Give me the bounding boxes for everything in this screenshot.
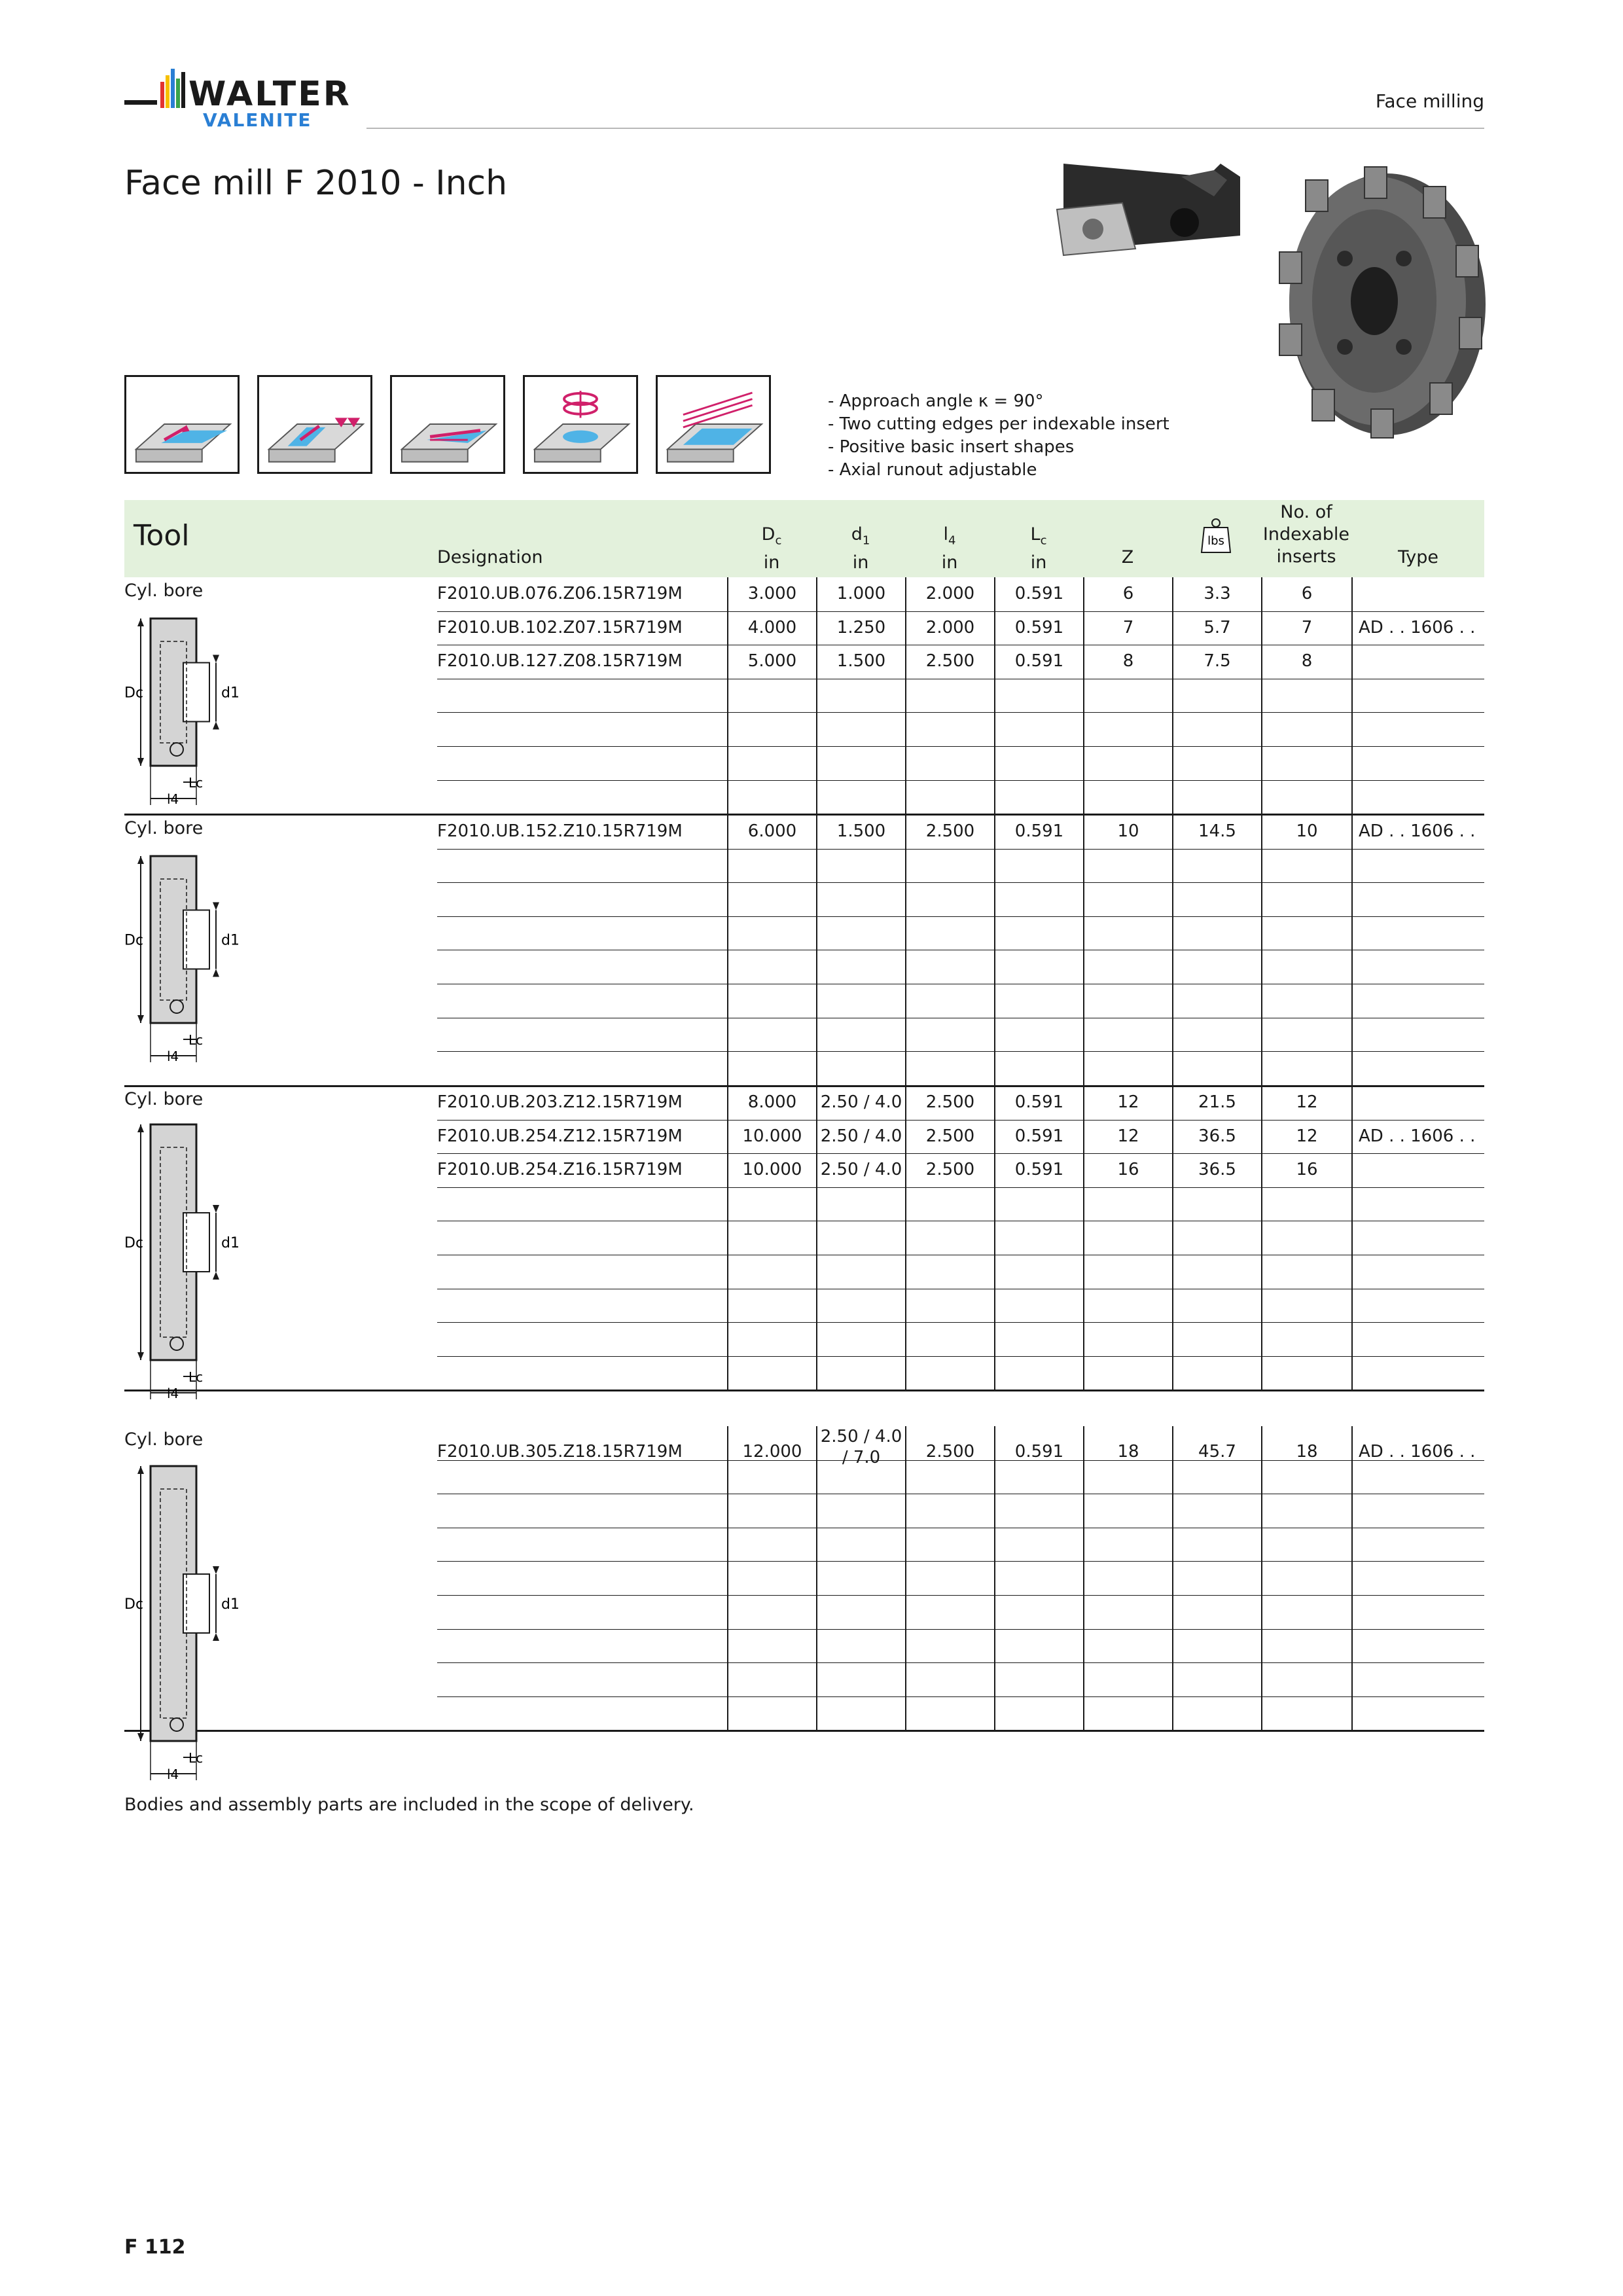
cell-inserts: 7 (1301, 617, 1313, 637)
drawing-label-lc: Lc (188, 1369, 204, 1385)
header-lc: $L_c$ in (1030, 524, 1047, 573)
cell-z: 16 (1117, 1160, 1139, 1180)
drawing-label-d1: d1 (221, 932, 240, 949)
cell-l4: 2.500 (925, 1442, 975, 1462)
cell-z: 12 (1117, 1092, 1139, 1112)
row-divider (437, 1187, 1484, 1188)
drawing-label-d1: d1 (221, 1596, 240, 1613)
column-divider (1351, 1426, 1353, 1730)
cell-weight: 14.5 (1198, 821, 1236, 841)
group-divider (124, 1730, 1484, 1732)
group-label: Cyl. bore (124, 1089, 204, 1109)
cell-dc: 3.000 (747, 584, 797, 603)
feature-item: - Positive basic insert shapes (828, 437, 1075, 457)
header-inserts: No. of Indexable inserts (1262, 502, 1350, 567)
cell-dc: 10.000 (742, 1160, 802, 1180)
cell-l4: 2.500 (925, 1092, 975, 1112)
cell-lc: 0.591 (1014, 1442, 1064, 1462)
column-divider (1083, 1426, 1084, 1730)
svg-text:lbs: lbs (1207, 534, 1224, 548)
circular-interpolation-icon (523, 375, 638, 474)
header-type: Type (1397, 547, 1438, 567)
cell-l4: 2.000 (925, 617, 975, 637)
table-row-designation: F2010.UB.203.Z12.15R719M (437, 1092, 683, 1112)
column-divider (905, 1426, 906, 1730)
header-z: Z (1121, 547, 1134, 567)
drawing-label-d1: d1 (221, 685, 240, 702)
face-mill-cutter-image (1266, 160, 1489, 442)
drawing-label-dc: Dc (124, 1596, 144, 1613)
header-divider (366, 128, 1484, 129)
header-tool: Tool (134, 519, 190, 552)
header-l4: $l_4$ in (941, 524, 958, 573)
row-divider (437, 1595, 1484, 1596)
cell-d1: 1.500 (836, 821, 886, 841)
brand-line2: VALENITE (203, 109, 312, 131)
header-d1: $d_1$ in (851, 524, 870, 573)
shoulder-milling-icon (124, 375, 240, 474)
cell-l4: 2.500 (925, 1160, 975, 1180)
table-row-designation: F2010.UB.254.Z16.15R719M (437, 1160, 683, 1180)
row-divider (437, 1051, 1484, 1052)
slot-milling-icon (257, 375, 372, 474)
drawing-label-l4: l4 (167, 1767, 179, 1782)
cell-d1: 2.50 / 4.0 (820, 1092, 902, 1112)
cell-d1: 2.50 / 4.0 (820, 1160, 902, 1180)
feature-item: - Two cutting edges per indexable insert (828, 414, 1169, 434)
cell-type: AD . . 1606 . . (1359, 1126, 1476, 1146)
column-divider (1261, 1426, 1262, 1730)
cell-lc: 0.591 (1014, 1092, 1064, 1112)
cell-lc: 0.591 (1014, 1160, 1064, 1180)
walter-valenite-logo (124, 62, 406, 134)
cell-type: AD . . 1606 . . (1359, 1442, 1476, 1462)
cell-inserts: 10 (1296, 821, 1318, 841)
header-designation: Designation (437, 547, 543, 567)
cell-lc: 0.591 (1014, 651, 1064, 672)
feature-item: - Axial runout adjustable (828, 460, 1037, 480)
group-label: Cyl. bore (124, 1429, 204, 1450)
cell-d1: 1.250 (836, 617, 886, 637)
cell-lc: 0.591 (1014, 617, 1064, 637)
cell-d1: 2.50 / 4.0 (820, 1126, 902, 1146)
cell-type: AD . . 1606 . . (1359, 821, 1476, 841)
cell-inserts: 8 (1301, 651, 1313, 672)
row-divider (437, 712, 1484, 713)
table-row-designation: F2010.UB.076.Z06.15R719M (437, 584, 683, 603)
drawing-label-l4: l4 (167, 1049, 179, 1064)
row-divider (437, 882, 1484, 883)
page-title: Face mill F 2010 - Inch (124, 164, 508, 203)
row-divider (437, 1322, 1484, 1323)
cell-weight: 7.5 (1204, 651, 1231, 672)
cell-z: 10 (1117, 821, 1139, 841)
row-divider (437, 1561, 1484, 1562)
drawing-label-lc: Lc (188, 1750, 204, 1766)
row-divider (437, 746, 1484, 747)
page-number: F 112 (124, 2236, 186, 2259)
cell-dc: 6.000 (747, 821, 797, 841)
feature-item: - Approach angle κ = 90° (828, 391, 1044, 411)
drawing-label-d1: d1 (221, 1235, 240, 1251)
cell-d1: 1.500 (836, 651, 886, 672)
row-divider (437, 1662, 1484, 1663)
cell-inserts: 12 (1296, 1126, 1318, 1146)
cell-l4: 2.000 (925, 584, 975, 603)
cell-z: 8 (1122, 651, 1134, 672)
footnote: Bodies and assembly parts are included in the scope of delivery. (124, 1795, 694, 1815)
ramping-icon (390, 375, 505, 474)
cell-weight: 36.5 (1198, 1160, 1236, 1180)
cell-d1: 1.000 (836, 584, 886, 603)
cell-z: 7 (1122, 617, 1134, 637)
weight-icon (1199, 517, 1233, 554)
table-row-designation: F2010.UB.102.Z07.15R719M (437, 617, 683, 637)
group-label: Cyl. bore (124, 818, 204, 838)
cell-weight: 45.7 (1198, 1442, 1236, 1462)
cell-inserts: 16 (1296, 1160, 1318, 1180)
row-divider (437, 1356, 1484, 1357)
cell-lc: 0.591 (1014, 584, 1064, 603)
cell-weight: 36.5 (1198, 1126, 1236, 1146)
cell-l4: 2.500 (925, 1126, 975, 1146)
cell-z: 6 (1122, 584, 1134, 603)
cell-weight: 5.7 (1204, 617, 1231, 637)
column-divider (816, 1426, 817, 1730)
cell-dc: 10.000 (742, 1126, 802, 1146)
cell-l4: 2.500 (925, 821, 975, 841)
brand-line1: WALTER (188, 75, 351, 114)
drawing-label-lc: Lc (188, 775, 204, 791)
cell-dc: 5.000 (747, 651, 797, 672)
cell-inserts: 12 (1296, 1092, 1318, 1112)
drawing-label-dc: Dc (124, 1235, 144, 1251)
row-divider (437, 849, 1484, 850)
group-divider (124, 1390, 1484, 1391)
drawing-label-l4: l4 (167, 791, 179, 807)
drawing-label-dc: Dc (124, 685, 144, 702)
cell-l4: 2.500 (925, 651, 975, 672)
table-row-designation: F2010.UB.152.Z10.15R719M (437, 821, 683, 841)
row-divider (437, 1629, 1484, 1630)
cell-dc: 4.000 (747, 617, 797, 637)
group-label: Cyl. bore (124, 581, 204, 601)
cell-weight: 21.5 (1198, 1092, 1236, 1112)
cell-inserts: 18 (1296, 1442, 1318, 1462)
row-divider (437, 1696, 1484, 1697)
cell-dc: 12.000 (742, 1442, 802, 1462)
column-divider (727, 1426, 728, 1730)
table-row-designation: F2010.UB.127.Z08.15R719M (437, 651, 683, 672)
cell-d1: 2.50 / 4.0 / 7.0 (820, 1427, 902, 1467)
cell-type: AD . . 1606 . . (1359, 617, 1476, 637)
drawing-label-dc: Dc (124, 932, 144, 949)
row-divider (437, 916, 1484, 917)
table-row-designation: F2010.UB.305.Z18.15R719M (437, 1442, 683, 1462)
row-divider (437, 780, 1484, 781)
feature-list (828, 390, 1169, 482)
cell-z: 12 (1117, 1126, 1139, 1146)
drawing-label-l4: l4 (167, 1386, 179, 1401)
cell-lc: 0.591 (1014, 821, 1064, 841)
cell-inserts: 6 (1301, 584, 1313, 603)
header-dc: $D_c$ in (761, 524, 782, 573)
cell-weight: 3.3 (1204, 584, 1231, 603)
cell-lc: 0.591 (1014, 1126, 1064, 1146)
column-divider (994, 1426, 995, 1730)
cell-dc: 8.000 (747, 1092, 797, 1112)
cell-z: 18 (1117, 1442, 1139, 1462)
table-row-designation: F2010.UB.254.Z12.15R719M (437, 1126, 683, 1146)
section-label: Face milling (1375, 90, 1484, 112)
pocket-milling-icon (656, 375, 771, 474)
insert-holder-image (1050, 157, 1247, 262)
column-divider (1172, 1426, 1173, 1730)
drawing-label-lc: Lc (188, 1032, 204, 1048)
